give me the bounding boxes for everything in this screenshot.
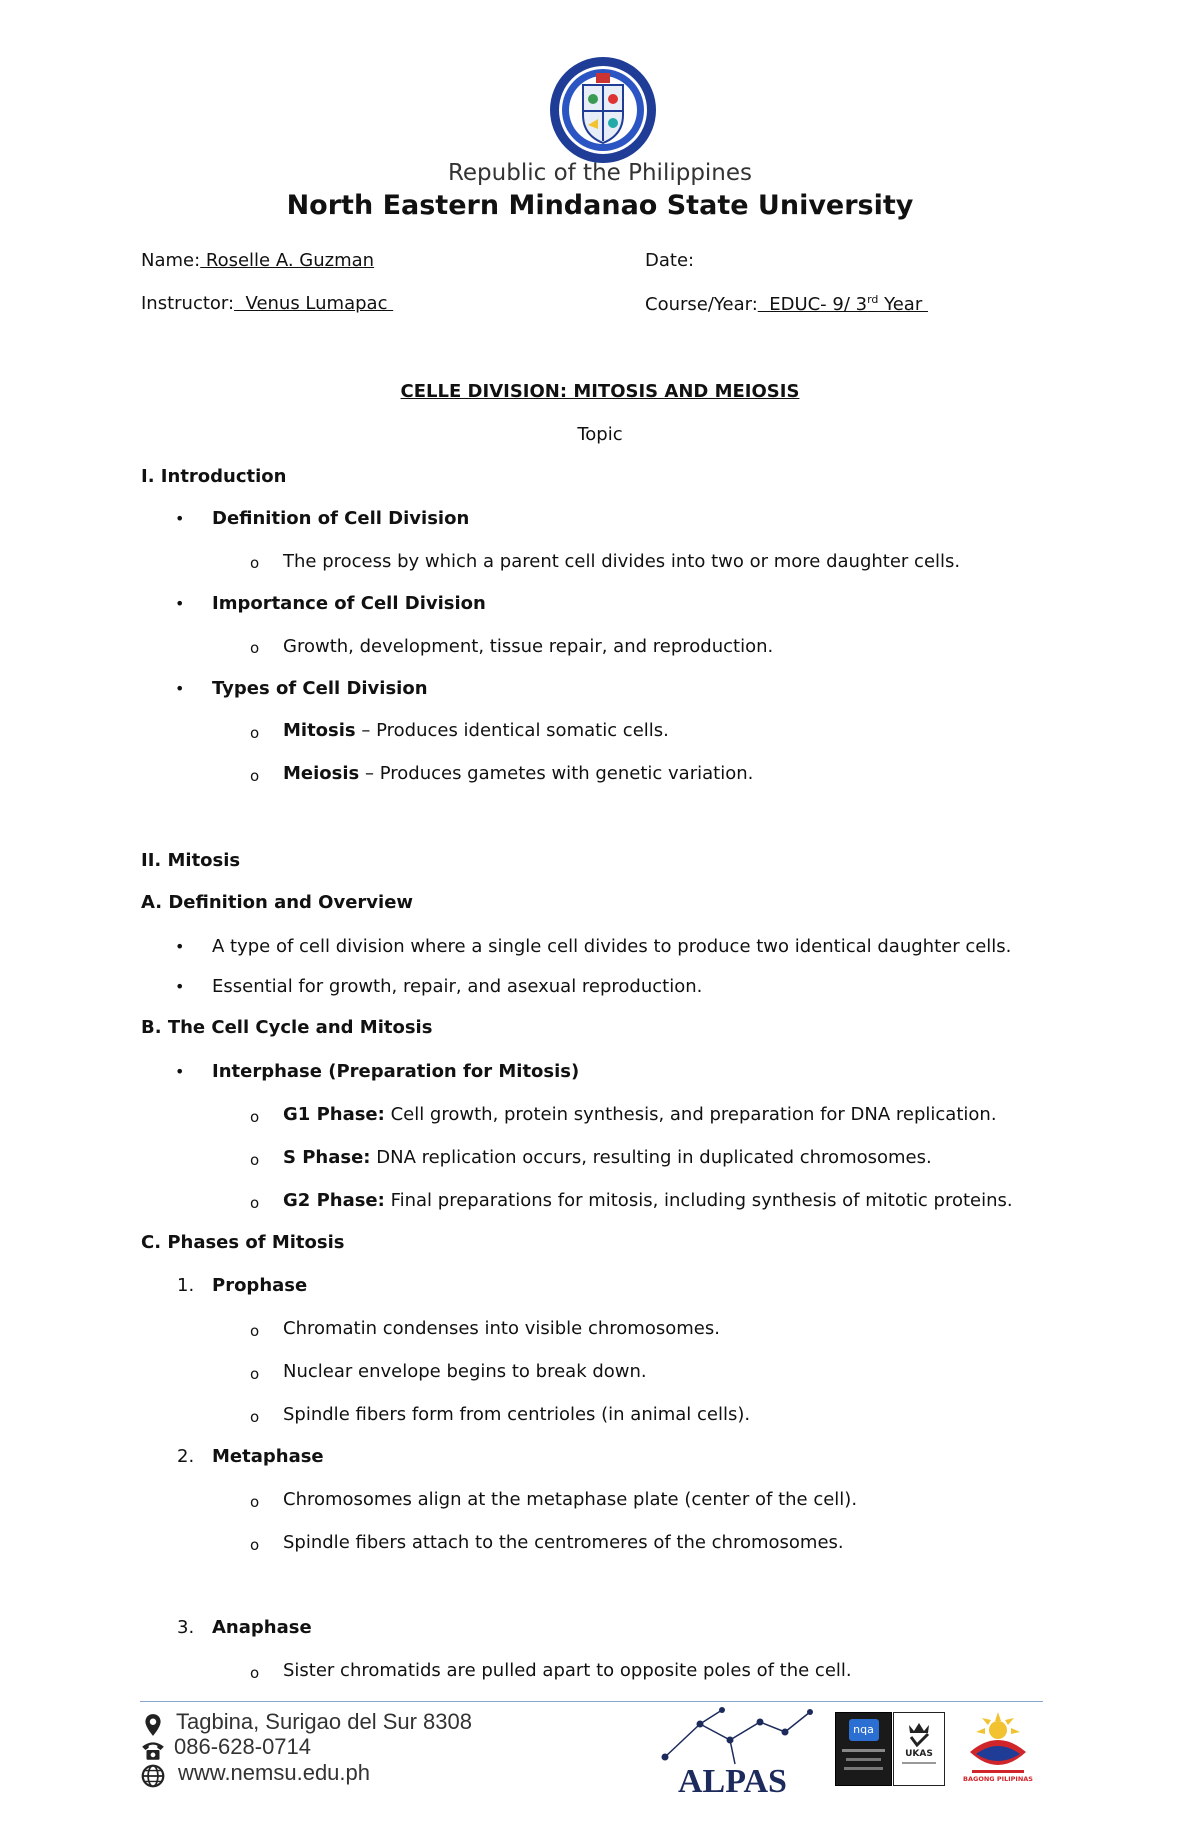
def-title: Definition of Cell Division (212, 508, 470, 529)
metaphase-title: Metaphase (212, 1446, 324, 1467)
date-label: Date: (645, 250, 695, 271)
imp-text: Growth, development, tissue repair, and reproduction. (283, 636, 774, 657)
university-name: North Eastern Mindanao State University (286, 190, 914, 221)
b-heading: B. The Cell Cycle and Mitosis (141, 1017, 433, 1038)
phone-icon (140, 1737, 166, 1763)
sub-bullet: o (250, 554, 260, 572)
anaphase-number: 3. (177, 1617, 195, 1638)
types-title: Types of Cell Division (212, 678, 428, 699)
instructor-field (141, 293, 393, 314)
sub-bullet: o (250, 1536, 260, 1554)
metaphase-number: 2. (177, 1446, 195, 1467)
bullet: • (175, 977, 185, 996)
mitosis-desc: – Produces identical somatic cells. (355, 720, 669, 741)
intro-heading: I. Introduction (141, 466, 287, 487)
imp-title: Importance of Cell Division (212, 593, 486, 614)
prophase-item: Spindle fibers form from centrioles (in animal cells). (283, 1404, 751, 1425)
name-value: Roselle A. Guzman (200, 250, 375, 271)
a-heading: A. Definition and Overview (141, 892, 414, 913)
globe-icon (140, 1763, 166, 1789)
instructor-value: Venus Lumapac (234, 293, 394, 314)
alpas-logo (660, 1702, 820, 1802)
sub-bullet: o (250, 1151, 260, 1169)
g1-text: Cell growth, protein synthesis, and preparation for DNA replication. (384, 1104, 997, 1125)
prophase-number: 1. (177, 1275, 195, 1296)
s-phase (283, 1147, 932, 1168)
interphase-title: Interphase (Preparation for Mitosis) (212, 1061, 580, 1082)
prophase-title: Prophase (212, 1275, 308, 1296)
footer-address: Tagbina, Surigao del Sur 8308 (176, 1709, 472, 1734)
name-label: Name: (141, 250, 201, 271)
meiosis-term: Meiosis (283, 763, 360, 784)
bullet: • (175, 679, 185, 698)
metaphase-item: Spindle fibers attach to the centromeres of the chromosomes. (283, 1532, 844, 1553)
nqa-logo: nqa (849, 1719, 879, 1741)
republic-label: Republic of the Philippines (447, 160, 753, 186)
meiosis-desc: – Produces gametes with genetic variation. (359, 763, 754, 784)
g2-term: G2 Phase: (283, 1190, 385, 1211)
date-field (645, 250, 694, 271)
bagong-pilipinas-text: BAGONG PILIPINAS (963, 1775, 1033, 1782)
sub-bullet: o (250, 1664, 260, 1682)
bagong-pilipinas-logo (962, 1708, 1034, 1782)
mitosis-heading: II. Mitosis (141, 850, 241, 871)
g2-phase (283, 1190, 1013, 1211)
instructor-label: Instructor: (141, 293, 235, 314)
alpas-text: ALPAS (678, 1763, 787, 1800)
bullet: • (175, 509, 185, 528)
footer-phone: 086-628-0714 (174, 1734, 312, 1759)
sub-bullet: o (250, 1322, 260, 1340)
ukas-certification-badge (893, 1712, 945, 1786)
bullet: • (175, 594, 185, 613)
sub-bullet: o (250, 1108, 260, 1126)
s-term: S Phase: (283, 1147, 371, 1168)
sub-bullet: o (250, 1365, 260, 1383)
g1-phase (283, 1104, 997, 1125)
bullet: • (175, 937, 185, 956)
metaphase-item: Chromosomes align at the metaphase plate (center of the cell). (283, 1489, 858, 1510)
course-label: Course/Year: (645, 294, 758, 315)
sub-bullet: o (250, 724, 260, 742)
university-seal-logo (548, 55, 658, 165)
sub-bullet: o (250, 1493, 260, 1511)
course-sup: rd (867, 293, 879, 306)
c-heading: C. Phases of Mitosis (141, 1232, 345, 1253)
prophase-item: Chromatin condenses into visible chromosomes. (283, 1318, 720, 1339)
meiosis-type (283, 763, 753, 784)
sub-bullet: o (250, 639, 260, 657)
course-field (645, 293, 928, 315)
s-text: DNA replication occurs, resulting in duplicated chromosomes. (370, 1147, 932, 1168)
prophase-item: Nuclear envelope begins to break down. (283, 1361, 647, 1382)
sub-bullet: o (250, 1408, 260, 1426)
sub-bullet: o (250, 767, 260, 785)
mitosis-type (283, 720, 669, 741)
def-text: The process by which a parent cell divides into two or more daughter cells. (283, 551, 961, 572)
document-subtitle: Topic (577, 424, 623, 445)
name-field (141, 250, 374, 271)
mitosis-term: Mitosis (283, 720, 356, 741)
bullet: • (175, 1062, 185, 1081)
course-suffix: Year (878, 294, 928, 315)
anaphase-item: Sister chromatids are pulled apart to opposite poles of the cell. (283, 1660, 852, 1681)
g1-term: G1 Phase: (283, 1104, 385, 1125)
course-value: EDUC- 9/ 3 (757, 294, 868, 315)
crown-check-icon (904, 1719, 934, 1749)
a-item: A type of cell division where a single cell divides to produce two identical daughter cells. (212, 936, 1012, 957)
nqa-certification-badge (835, 1712, 892, 1786)
g2-text: Final preparations for mitosis, including synthesis of mitotic proteins. (384, 1190, 1013, 1211)
anaphase-title: Anaphase (212, 1617, 312, 1638)
ukas-label: UKAS (905, 1749, 933, 1759)
footer-website: www.nemsu.edu.ph (178, 1760, 370, 1785)
footer-divider (140, 1701, 1043, 1702)
a-item: Essential for growth, repair, and asexual reproduction. (212, 976, 703, 997)
location-pin-icon (140, 1712, 166, 1738)
document-title: CELLE DIVISION: MITOSIS AND MEIOSIS (400, 381, 800, 402)
sub-bullet: o (250, 1194, 260, 1212)
